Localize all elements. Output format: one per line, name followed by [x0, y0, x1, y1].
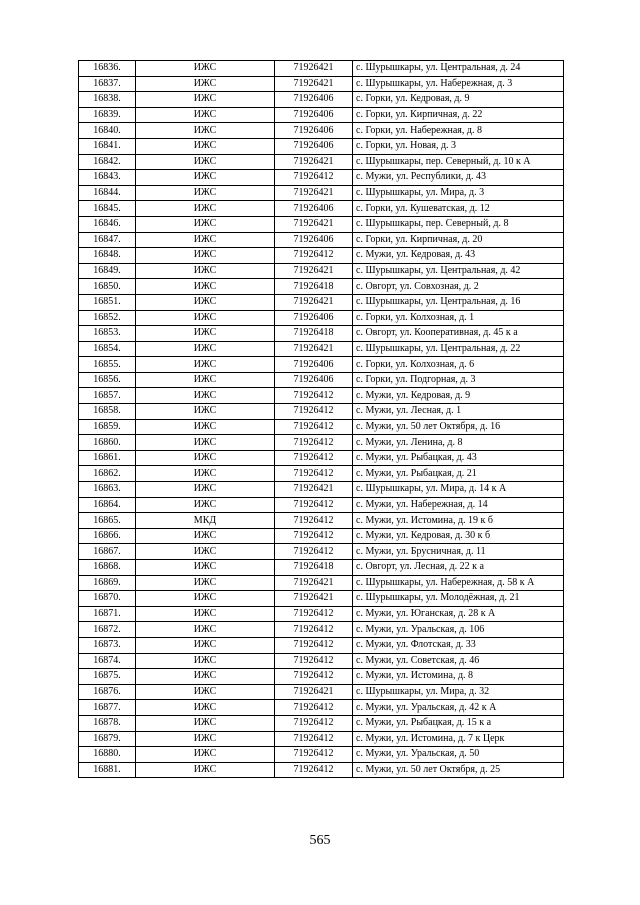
- object-type-cell: ИЖС: [136, 700, 275, 716]
- oktmo-code-cell: 71926412: [275, 715, 353, 731]
- row-number-cell: 16867.: [79, 544, 136, 560]
- row-number-cell: 16840.: [79, 123, 136, 139]
- object-type-cell: ИЖС: [136, 560, 275, 576]
- table-row: [79, 497, 564, 513]
- oktmo-code-cell: 71926412: [275, 653, 353, 669]
- registry-table: [78, 60, 564, 778]
- object-type-cell: ИЖС: [136, 201, 275, 217]
- row-number-cell: 16877.: [79, 700, 136, 716]
- object-type-cell: ИЖС: [136, 76, 275, 92]
- table-row: [79, 653, 564, 669]
- object-type-cell: ИЖС: [136, 497, 275, 513]
- table-row: [79, 684, 564, 700]
- row-number-cell: 16843.: [79, 170, 136, 186]
- row-number-cell: 16876.: [79, 684, 136, 700]
- table-row: [79, 232, 564, 248]
- table-row: [79, 731, 564, 747]
- oktmo-code-cell: 71926412: [275, 762, 353, 778]
- address-cell: с. Мужи, ул. Кедровая, д. 43: [353, 248, 564, 264]
- object-type-cell: МКД: [136, 513, 275, 529]
- table-row: [79, 388, 564, 404]
- object-type-cell: ИЖС: [136, 622, 275, 638]
- object-type-cell: ИЖС: [136, 435, 275, 451]
- oktmo-code-cell: 71926421: [275, 154, 353, 170]
- table-row: [79, 123, 564, 139]
- oktmo-code-cell: 71926412: [275, 669, 353, 685]
- object-type-cell: ИЖС: [136, 544, 275, 560]
- oktmo-code-cell: 71926412: [275, 435, 353, 451]
- address-cell: с. Мужи, ул. Рыбацкая, д. 43: [353, 450, 564, 466]
- row-number-cell: 16860.: [79, 435, 136, 451]
- oktmo-code-cell: 71926412: [275, 450, 353, 466]
- address-cell: с. Овгорт, ул. Кооперативная, д. 45 к а: [353, 326, 564, 342]
- address-cell: с. Мужи, ул. Флотская, д. 33: [353, 637, 564, 653]
- address-cell: с. Шурышкары, ул. Центральная, д. 24: [353, 61, 564, 77]
- oktmo-code-cell: 71926412: [275, 731, 353, 747]
- table-row: [79, 450, 564, 466]
- table-row: [79, 637, 564, 653]
- row-number-cell: 16846.: [79, 216, 136, 232]
- oktmo-code-cell: 71926412: [275, 466, 353, 482]
- oktmo-code-cell: 71926421: [275, 684, 353, 700]
- table-row: [79, 591, 564, 607]
- page-number: 565: [309, 833, 331, 848]
- table-row: [79, 466, 564, 482]
- table-row: [79, 669, 564, 685]
- address-cell: с. Горки, ул. Колхозная, д. 6: [353, 357, 564, 373]
- address-cell: с. Овгорт, ул. Лесная, д. 22 к а: [353, 560, 564, 576]
- address-cell: с. Шурышкары, ул. Набережная, д. 3: [353, 76, 564, 92]
- address-cell: с. Овгорт, ул. Совхозная, д. 2: [353, 279, 564, 295]
- row-number-cell: 16851.: [79, 294, 136, 310]
- row-number-cell: 16839.: [79, 107, 136, 123]
- row-number-cell: 16838.: [79, 92, 136, 108]
- row-number-cell: 16864.: [79, 497, 136, 513]
- address-cell: с. Горки, ул. Кушеватская, д. 12: [353, 201, 564, 217]
- table-row: [79, 216, 564, 232]
- object-type-cell: ИЖС: [136, 248, 275, 264]
- object-type-cell: ИЖС: [136, 388, 275, 404]
- table-row: [79, 107, 564, 123]
- object-type-cell: ИЖС: [136, 450, 275, 466]
- table-row: [79, 606, 564, 622]
- object-type-cell: ИЖС: [136, 294, 275, 310]
- object-type-cell: ИЖС: [136, 138, 275, 154]
- oktmo-code-cell: 71926412: [275, 388, 353, 404]
- address-cell: с. Шурышкары, пер. Северный, д. 10 к А: [353, 154, 564, 170]
- address-cell: с. Мужи, ул. Истомина, д. 19 к б: [353, 513, 564, 529]
- row-number-cell: 16848.: [79, 248, 136, 264]
- object-type-cell: ИЖС: [136, 731, 275, 747]
- address-cell: с. Шурышкары, ул. Центральная, д. 22: [353, 341, 564, 357]
- row-number-cell: 16878.: [79, 715, 136, 731]
- oktmo-code-cell: 71926412: [275, 497, 353, 513]
- address-cell: с. Горки, ул. Кирпичная, д. 20: [353, 232, 564, 248]
- address-cell: с. Горки, ул. Кедровая, д. 9: [353, 92, 564, 108]
- table-row: [79, 263, 564, 279]
- row-number-cell: 16863.: [79, 482, 136, 498]
- row-number-cell: 16837.: [79, 76, 136, 92]
- oktmo-code-cell: 71926412: [275, 419, 353, 435]
- oktmo-code-cell: 71926418: [275, 560, 353, 576]
- object-type-cell: ИЖС: [136, 528, 275, 544]
- oktmo-code-cell: 71926421: [275, 575, 353, 591]
- row-number-cell: 16872.: [79, 622, 136, 638]
- oktmo-code-cell: 71926406: [275, 372, 353, 388]
- address-cell: с. Мужи, ул. Ленина, д. 8: [353, 435, 564, 451]
- row-number-cell: 16873.: [79, 637, 136, 653]
- address-cell: с. Шурышкары, ул. Центральная, д. 16: [353, 294, 564, 310]
- oktmo-code-cell: 71926406: [275, 357, 353, 373]
- object-type-cell: ИЖС: [136, 185, 275, 201]
- address-cell: с. Мужи, ул. Рыбацкая, д. 15 к а: [353, 715, 564, 731]
- row-number-cell: 16850.: [79, 279, 136, 295]
- object-type-cell: ИЖС: [136, 279, 275, 295]
- oktmo-code-cell: 71926406: [275, 201, 353, 217]
- row-number-cell: 16836.: [79, 61, 136, 77]
- oktmo-code-cell: 71926421: [275, 341, 353, 357]
- object-type-cell: ИЖС: [136, 653, 275, 669]
- oktmo-code-cell: 71926412: [275, 637, 353, 653]
- table-row: [79, 170, 564, 186]
- registry-table-body: [79, 61, 564, 778]
- address-cell: с. Шурышкары, ул. Мира, д. 32: [353, 684, 564, 700]
- object-type-cell: ИЖС: [136, 154, 275, 170]
- table-row: [79, 575, 564, 591]
- table-row: [79, 747, 564, 763]
- table-row: [79, 357, 564, 373]
- table-row: [79, 92, 564, 108]
- object-type-cell: ИЖС: [136, 482, 275, 498]
- object-type-cell: ИЖС: [136, 357, 275, 373]
- row-number-cell: 16855.: [79, 357, 136, 373]
- address-cell: с. Мужи, ул. Республики, д. 43: [353, 170, 564, 186]
- row-number-cell: 16852.: [79, 310, 136, 326]
- table-row: [79, 404, 564, 420]
- table-row: [79, 326, 564, 342]
- row-number-cell: 16862.: [79, 466, 136, 482]
- table-row: [79, 341, 564, 357]
- object-type-cell: ИЖС: [136, 762, 275, 778]
- table-row: [79, 622, 564, 638]
- address-cell: с. Горки, ул. Кирпичная, д. 22: [353, 107, 564, 123]
- table-row: [79, 482, 564, 498]
- oktmo-code-cell: 71926412: [275, 622, 353, 638]
- table-row: [79, 76, 564, 92]
- address-cell: с. Мужи, ул. Рыбацкая, д. 21: [353, 466, 564, 482]
- oktmo-code-cell: 71926418: [275, 326, 353, 342]
- oktmo-code-cell: 71926406: [275, 310, 353, 326]
- object-type-cell: ИЖС: [136, 107, 275, 123]
- address-cell: с. Шурышкары, ул. Молодёжная, д. 21: [353, 591, 564, 607]
- oktmo-code-cell: 71926421: [275, 482, 353, 498]
- address-cell: с. Мужи, ул. Кедровая, д. 9: [353, 388, 564, 404]
- object-type-cell: ИЖС: [136, 466, 275, 482]
- address-cell: с. Мужи, ул. Истомина, д. 7 к Церк: [353, 731, 564, 747]
- address-cell: с. Мужи, ул. Советская, д. 46: [353, 653, 564, 669]
- table-row: [79, 201, 564, 217]
- row-number-cell: 16857.: [79, 388, 136, 404]
- row-number-cell: 16859.: [79, 419, 136, 435]
- row-number-cell: 16870.: [79, 591, 136, 607]
- oktmo-code-cell: 71926421: [275, 263, 353, 279]
- row-number-cell: 16871.: [79, 606, 136, 622]
- row-number-cell: 16856.: [79, 372, 136, 388]
- table-row: [79, 372, 564, 388]
- oktmo-code-cell: 71926412: [275, 606, 353, 622]
- row-number-cell: 16866.: [79, 528, 136, 544]
- oktmo-code-cell: 71926406: [275, 92, 353, 108]
- table-row: [79, 700, 564, 716]
- oktmo-code-cell: 71926421: [275, 591, 353, 607]
- object-type-cell: ИЖС: [136, 123, 275, 139]
- row-number-cell: 16858.: [79, 404, 136, 420]
- table-row: [79, 715, 564, 731]
- row-number-cell: 16847.: [79, 232, 136, 248]
- oktmo-code-cell: 71926421: [275, 294, 353, 310]
- row-number-cell: 16841.: [79, 138, 136, 154]
- address-cell: с. Мужи, ул. Уральская, д. 50: [353, 747, 564, 763]
- row-number-cell: 16861.: [79, 450, 136, 466]
- oktmo-code-cell: 71926406: [275, 138, 353, 154]
- row-number-cell: 16844.: [79, 185, 136, 201]
- object-type-cell: ИЖС: [136, 170, 275, 186]
- oktmo-code-cell: 71926421: [275, 61, 353, 77]
- table-row: [79, 185, 564, 201]
- oktmo-code-cell: 71926412: [275, 170, 353, 186]
- oktmo-code-cell: 71926421: [275, 185, 353, 201]
- address-cell: с. Шурышкары, ул. Набережная, д. 58 к А: [353, 575, 564, 591]
- oktmo-code-cell: 71926412: [275, 544, 353, 560]
- address-cell: с. Шурышкары, ул. Центральная, д. 42: [353, 263, 564, 279]
- object-type-cell: ИЖС: [136, 747, 275, 763]
- object-type-cell: ИЖС: [136, 232, 275, 248]
- table-row: [79, 61, 564, 77]
- oktmo-code-cell: 71926418: [275, 279, 353, 295]
- table-row: [79, 528, 564, 544]
- address-cell: с. Мужи, ул. Лесная, д. 1: [353, 404, 564, 420]
- address-cell: с. Шурышкары, пер. Северный, д. 8: [353, 216, 564, 232]
- object-type-cell: ИЖС: [136, 326, 275, 342]
- address-cell: с. Мужи, ул. Кедровая, д. 30 к б: [353, 528, 564, 544]
- object-type-cell: ИЖС: [136, 341, 275, 357]
- object-type-cell: ИЖС: [136, 92, 275, 108]
- object-type-cell: ИЖС: [136, 669, 275, 685]
- address-cell: с. Горки, ул. Подгорная, д. 3: [353, 372, 564, 388]
- object-type-cell: ИЖС: [136, 591, 275, 607]
- oktmo-code-cell: 71926412: [275, 528, 353, 544]
- row-number-cell: 16849.: [79, 263, 136, 279]
- address-cell: с. Горки, ул. Набережная, д. 8: [353, 123, 564, 139]
- address-cell: с. Мужи, ул. Юганская, д. 28 к А: [353, 606, 564, 622]
- address-cell: с. Мужи, ул. 50 лет Октября, д. 16: [353, 419, 564, 435]
- row-number-cell: 16845.: [79, 201, 136, 217]
- address-cell: с. Мужи, ул. Брусничная, д. 11: [353, 544, 564, 560]
- table-row: [79, 419, 564, 435]
- row-number-cell: 16854.: [79, 341, 136, 357]
- table-row: [79, 310, 564, 326]
- oktmo-code-cell: 71926421: [275, 216, 353, 232]
- object-type-cell: ИЖС: [136, 216, 275, 232]
- address-cell: с. Мужи, ул. Набережная, д. 14: [353, 497, 564, 513]
- table-row: [79, 154, 564, 170]
- row-number-cell: 16881.: [79, 762, 136, 778]
- address-cell: с. Шурышкары, ул. Мира, д. 3: [353, 185, 564, 201]
- table-row: [79, 513, 564, 529]
- oktmo-code-cell: 71926406: [275, 232, 353, 248]
- oktmo-code-cell: 71926412: [275, 747, 353, 763]
- row-number-cell: 16874.: [79, 653, 136, 669]
- oktmo-code-cell: 71926412: [275, 700, 353, 716]
- table-row: [79, 762, 564, 778]
- row-number-cell: 16868.: [79, 560, 136, 576]
- object-type-cell: ИЖС: [136, 310, 275, 326]
- object-type-cell: ИЖС: [136, 684, 275, 700]
- row-number-cell: 16853.: [79, 326, 136, 342]
- address-cell: с. Мужи, ул. Истомина, д. 8: [353, 669, 564, 685]
- table-row: [79, 294, 564, 310]
- address-cell: с. Шурышкары, ул. Мира, д. 14 к А: [353, 482, 564, 498]
- table-row: [79, 248, 564, 264]
- object-type-cell: ИЖС: [136, 606, 275, 622]
- oktmo-code-cell: 71926412: [275, 248, 353, 264]
- object-type-cell: ИЖС: [136, 715, 275, 731]
- object-type-cell: ИЖС: [136, 372, 275, 388]
- table-row: [79, 435, 564, 451]
- row-number-cell: 16880.: [79, 747, 136, 763]
- object-type-cell: ИЖС: [136, 404, 275, 420]
- object-type-cell: ИЖС: [136, 419, 275, 435]
- object-type-cell: ИЖС: [136, 575, 275, 591]
- object-type-cell: ИЖС: [136, 637, 275, 653]
- address-cell: с. Мужи, ул. Уральская, д. 42 к А: [353, 700, 564, 716]
- object-type-cell: ИЖС: [136, 263, 275, 279]
- address-cell: с. Горки, ул. Новая, д. 3: [353, 138, 564, 154]
- address-cell: с. Мужи, ул. 50 лет Октября, д. 25: [353, 762, 564, 778]
- row-number-cell: 16842.: [79, 154, 136, 170]
- row-number-cell: 16875.: [79, 669, 136, 685]
- table-row: [79, 544, 564, 560]
- oktmo-code-cell: 71926412: [275, 404, 353, 420]
- table-row: [79, 279, 564, 295]
- table-row: [79, 138, 564, 154]
- table-row: [79, 560, 564, 576]
- oktmo-code-cell: 71926406: [275, 107, 353, 123]
- row-number-cell: 16879.: [79, 731, 136, 747]
- oktmo-code-cell: 71926421: [275, 76, 353, 92]
- oktmo-code-cell: 71926412: [275, 513, 353, 529]
- row-number-cell: 16869.: [79, 575, 136, 591]
- oktmo-code-cell: 71926406: [275, 123, 353, 139]
- object-type-cell: ИЖС: [136, 61, 275, 77]
- row-number-cell: 16865.: [79, 513, 136, 529]
- address-cell: с. Горки, ул. Колхозная, д. 1: [353, 310, 564, 326]
- address-cell: с. Мужи, ул. Уральская, д. 106: [353, 622, 564, 638]
